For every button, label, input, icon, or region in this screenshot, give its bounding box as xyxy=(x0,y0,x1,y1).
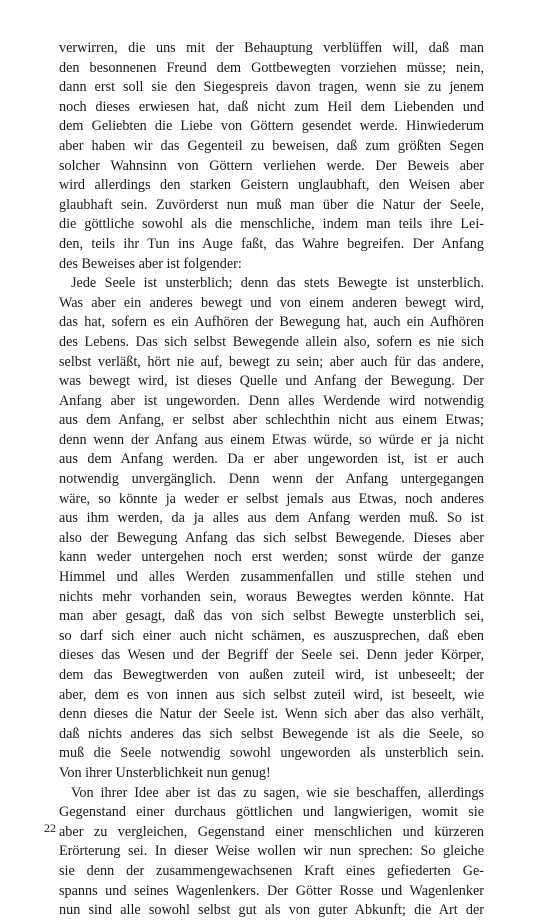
text-line: des Beweises aber ist folgender: xyxy=(59,255,242,272)
text-line: die göttliche sowohl als die menschliche, indem man teils ihre Lei- xyxy=(59,216,484,233)
text-line: dem das Bewegtwerden von außen zuteil wird, ist unbeseelt; der xyxy=(59,667,484,683)
paragraph xyxy=(59,274,484,783)
text-line: dieses das Wesen und der Begriff der Seele sei. Denn jeder Körper, xyxy=(59,647,484,664)
text-line: wird allerdings den starken Geistern unglaubhaft, den Weisen aber xyxy=(59,177,484,194)
text-line: also der Bewegung Anfang das sich selbst Bewegende. Dieses aber xyxy=(59,529,484,546)
text-line: das hat, sofern es ein Aufhören der Bewegung hat, auch ein Aufhören xyxy=(59,314,484,331)
text-line: denn wenn der Anfang aus einem Etwas würde, so würde er ja nicht xyxy=(59,431,484,448)
text-line: denn dieses die Natur der Seele ist. Wenn sich aber das also verhält, xyxy=(59,706,484,723)
text-line: kann weder untergehen noch erst werden; sonst würde der ganze xyxy=(59,549,484,566)
text-line: sie denn der zusammengewachsenen Kraft eines gefiederten Ge- xyxy=(59,862,484,879)
text-line: aber, dem es von innen aus sich selbst zuteil wird, ist beseelt, wie xyxy=(59,686,484,703)
text-line: Erörterung sei. In dieser Weise wollen wir nun sprechen: So gleiche xyxy=(59,843,484,860)
text-line: Anfang aber ist ungeworden. Denn alles Werdende wird notwendig xyxy=(59,392,484,409)
text-line: verwirren, die uns mit der Behauptung verblüffen will, daß man xyxy=(59,40,484,56)
text-line: den besonnenen Freund dem Gottbewegten vorziehen müsse; nein, xyxy=(59,59,484,76)
text-line: dem Geliebten die Liebe von Göttern gesendet werde. Hinwiederum xyxy=(59,118,484,135)
text-line: Himmel und alles Werden zusammenfallen und stille stehen und xyxy=(59,569,484,586)
text-line: dann erst soll sie den Siegespreis davon tragen, wenn sie zu jenem xyxy=(59,79,484,96)
text-line: aus ihm werden, da ja alles aus dem Anfang werden muß. So ist xyxy=(59,510,484,527)
text-line: Von ihrer Idee aber ist das zu sagen, wie sie beschaffen, allerdings xyxy=(71,784,484,801)
text-line: nun sind alle sowohl selbst gut als von guter Abkunft; die Art der xyxy=(59,902,484,919)
text-line: was bewegt wird, ist dieses Quelle und Anfang der Bewegung. Der xyxy=(59,373,484,390)
text-line: muß die Seele notwendig sowohl ungeworden als unsterblich sein. xyxy=(59,745,484,762)
text-line: notwendig unvergänglich. Denn wenn der Anfang untergegangen xyxy=(59,471,484,488)
text-line: wäre, so könnte ja weder er selbst jemals aus Etwas, noch anderes xyxy=(59,490,484,507)
text-line: des Lebens. Das sich selbst Bewegende allein also, sofern es nie sich xyxy=(59,333,484,350)
text-line: aber haben wir das Gegenteil zu beweisen, daß zum größten Segen xyxy=(59,137,484,154)
paragraph xyxy=(59,39,484,274)
text-line: den, teils ihr Tun ins Auge faßt, das Wahre begreifen. Der Anfang xyxy=(59,235,484,252)
text-line: so darf sich einer auch nicht schämen, es auszusprechen, daß eben xyxy=(59,627,484,644)
text-line: selbst verläßt, hört nie auf, bewegt zu sein; aber auch für das andere, xyxy=(59,353,484,370)
text-line: Gegenstand einer durchaus göttlichen und langwierigen, womit sie xyxy=(59,804,484,821)
text-line: aus dem Anfang werden. Da er aber ungeworden ist, ist er auch xyxy=(59,451,484,468)
text-line: man aber gesagt, daß das von sich selbst Bewegte unsterblich sei, xyxy=(59,608,484,625)
text-line: Von ihrer Unsterblichkeit nun genug! xyxy=(59,764,271,781)
text-line: spanns und seines Wagenlenkers. Der Götter Rosse und Wagenlenker xyxy=(59,882,484,899)
text-line: aus dem Anfang, er selbst aber schlechthin nicht aus einem Etwas; xyxy=(59,412,484,429)
text-line: Was aber ein anderes bewegt und von einem anderen bewegt wird, xyxy=(59,294,484,311)
page-number: 22 xyxy=(44,821,56,835)
text-line: aber zu vergleichen, Gegenstand einer menschlichen und kürzeren xyxy=(59,823,484,840)
text-line: noch dieses erwiesen hat, daß nicht zum Heil dem Liebenden und xyxy=(59,98,484,115)
paragraph xyxy=(59,784,484,921)
text-line: solcher Wahnsinn von Göttern verliehen werde. Der Beweis aber xyxy=(59,157,484,174)
text-line: Jede Seele ist unsterblich; denn das stets Bewegte ist unsterblich. xyxy=(71,275,484,292)
page-body xyxy=(59,39,484,921)
text-line: nichts mehr vorhanden sein, woraus Bewegtes werden könnte. Hat xyxy=(59,588,484,605)
text-line: daß nichts anderes das sich selbst Bewegende ist als die Seele, so xyxy=(59,725,484,742)
text-line: glaubhaft sein. Zuvörderst nun muß man über die Natur der Seele, xyxy=(59,196,484,213)
